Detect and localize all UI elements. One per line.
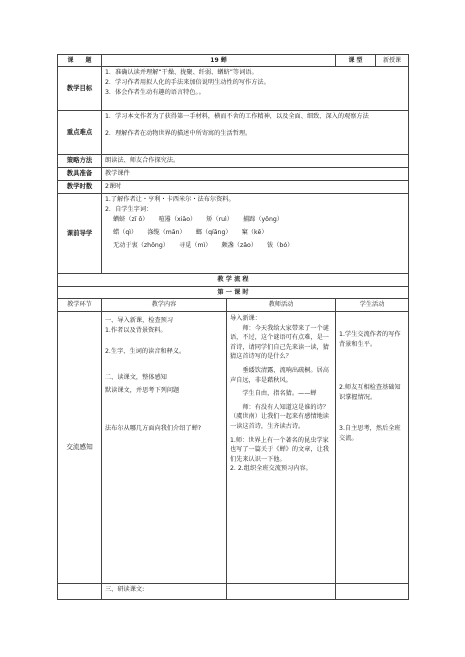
teacher-item: 学生自由，指名猜。——蝉 <box>230 390 317 398</box>
goals-label: 教学目标 <box>58 67 102 111</box>
goal-item: 2．学习作者用拟人化的手法来加倍说明生动性的写作方法。 <box>105 78 270 86</box>
prep-value: 教学课件 <box>102 168 409 181</box>
lesson-plan-table <box>57 54 409 600</box>
content-cell <box>102 311 227 583</box>
key-label: 重点难点 <box>58 111 102 155</box>
pinyin-item: 喧嚣（xiāo） <box>158 216 197 224</box>
strategy-value: 朗读法、师友合作探究法。 <box>102 155 409 168</box>
pinyin-item: 涤缆（mān） <box>147 228 186 236</box>
col-header-phase: 教学环节 <box>58 299 102 312</box>
student-cell <box>336 311 409 583</box>
process-title: 教 学 流 程 <box>58 274 409 287</box>
content-item: 法布尔从哪几方面向我们介绍了蝉? <box>105 424 202 432</box>
guide-content <box>102 194 409 274</box>
topic-value: 19 蝉 <box>102 55 336 67</box>
lesson-plan-sheet <box>57 54 408 600</box>
pinyin-row <box>113 215 405 225</box>
col-header-content: 教学内容 <box>102 299 227 312</box>
pinyin-item: 寻觅（mì） <box>178 241 212 249</box>
teacher-item: 2. 2.组织全班交流预习内容。 <box>230 465 312 473</box>
next-section: 三、研读课文: <box>102 583 227 599</box>
type-value: 新授课 <box>376 55 409 67</box>
topic-label: 课 题 <box>58 55 102 67</box>
teacher-cell <box>227 311 336 583</box>
student-item: 3.自主思考，然后全班交流。 <box>339 425 401 442</box>
lesson-title: 第 一 课 时 <box>58 286 409 299</box>
teacher-item: 导入新课： <box>230 314 261 322</box>
pinyin-item: 无动于衷（zhōng） <box>113 241 169 249</box>
time-value: 2课时 <box>102 181 409 194</box>
goal-item: 3．体会作者生动有趣的语言特色。。 <box>105 88 205 96</box>
content-item: 1.作者以及背景资料。 <box>105 326 167 334</box>
prep-label: 教具准备 <box>58 168 102 181</box>
col-header-student: 学生活动 <box>336 299 409 312</box>
content-item: 一、导入新课，检查预习 <box>105 316 174 324</box>
key-item: 1．学习本文作者为了获得第一手材料，横而不舍的工作精神，以及全面、细致、深入的观察方法 <box>105 113 369 121</box>
content-item: 默读课文，并思考下列问题 <box>105 387 180 395</box>
col-header-teacher: 教师活动 <box>227 299 336 312</box>
student-item: 1.学生交流作者的写作背景和生平。 <box>339 330 401 348</box>
strategy-label: 策略方法 <box>58 155 102 168</box>
goal-item: 1．准确认读并理解“干燥、拢聚、纤弱、蝤蛴”等词语。 <box>105 69 258 77</box>
guide-label: 课前导学 <box>58 194 102 274</box>
type-label: 课 型 <box>336 55 376 67</box>
key-content <box>102 111 409 155</box>
content-item: 二、读课文，整体感知 <box>105 373 167 381</box>
time-label: 教学时数 <box>58 181 102 194</box>
pinyin-row <box>113 228 405 238</box>
key-item: 2．理解作者在动物世界的描述中所寄寓的生活哲理。 <box>105 129 252 137</box>
content-item: 2.生字、生词的读音和释义。 <box>105 348 186 356</box>
guide-line: 1.了解作者让・亨利・卡西米尔・法布尔资料。 <box>105 196 235 204</box>
phase-label: 交流感知 <box>58 311 102 583</box>
pinyin-item: 螂（qíāng） <box>195 228 232 236</box>
goals-content <box>102 67 409 111</box>
student-item: 2.师友互相检查基础知识掌握情况。 <box>339 384 401 401</box>
pinyin-row <box>113 241 405 251</box>
guide-line: 2．自学生字词： <box>105 205 153 213</box>
teacher-item: 师：有没有人知道这是谁的诗？（虞世南）让我们一起来有感情地读一读这首诗，生齐读古诗。 <box>230 403 329 430</box>
pinyin-item: 窠（kē） <box>241 228 268 236</box>
teacher-item: 师：今天我给大家带来了一个谜语，不过，这个谜语可有点难，是一首诗，请同学们自己先来读一读，猜猜这首诗写的是什么？ <box>230 324 329 361</box>
pinyin-item: 矫（ruì） <box>206 216 233 224</box>
teacher-item: 垂緌饮清露，流响出疏桐。居高声自远，非是藉秋风。 <box>230 366 329 384</box>
pinyin-item: 颇盏（zǎo） <box>221 241 258 249</box>
pinyin-item: 蜡（qì） <box>113 228 138 236</box>
pinyin-item: 蝤蛴（zī ō） <box>113 216 149 224</box>
pinyin-item: 捕蹄（yōng） <box>242 216 283 224</box>
teacher-item: 1.师：世界上有一个著名的昆虫学家也写了一篇关于《蝉》的文章，让我们先来认识一下他。 <box>230 436 329 463</box>
pinyin-item: 钹（bó） <box>267 241 294 249</box>
